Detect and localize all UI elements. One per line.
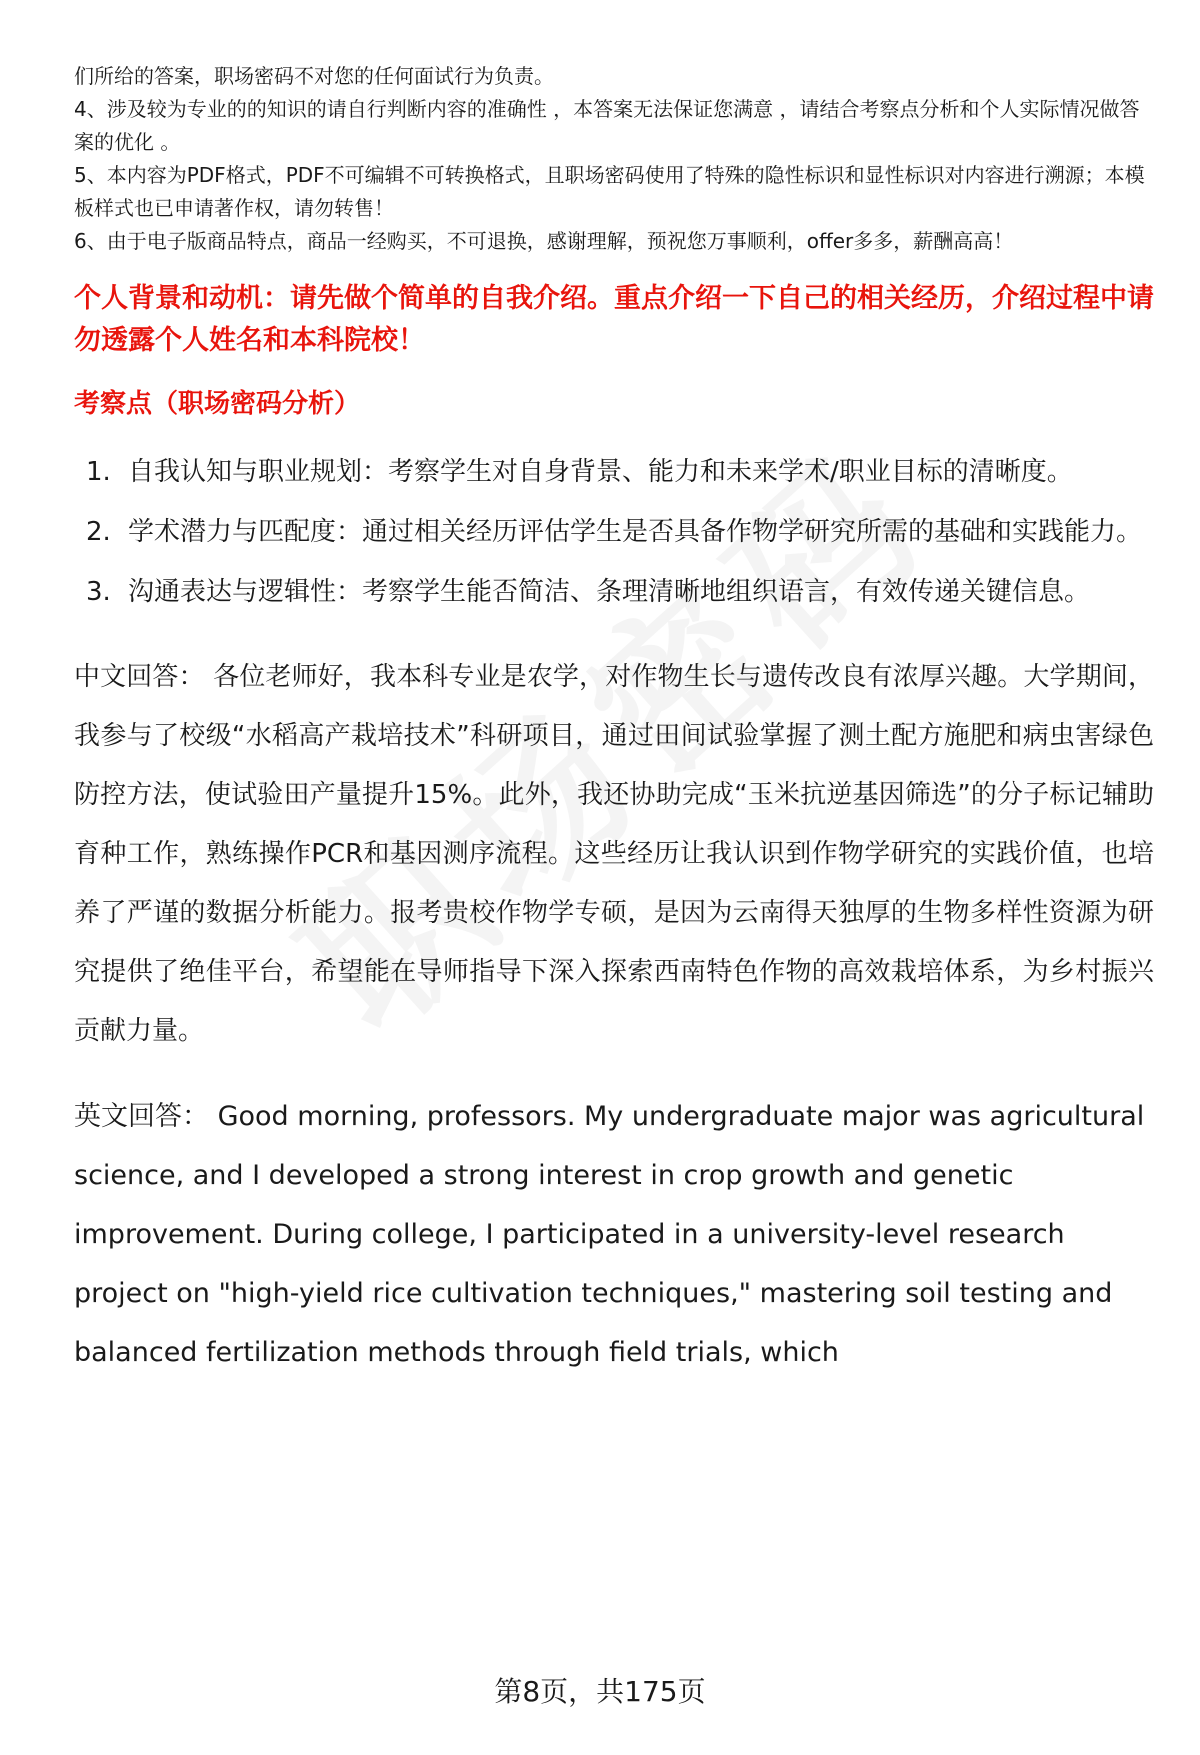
notice-line: 们所给的答案，职场密码不对您的任何面试行为负责。	[74, 64, 554, 88]
notice-line: 6、由于电子版商品特点，商品一经购买，不可退换，感谢理解，预祝您万事顺利，offer多多，薪酬高高！	[74, 229, 1014, 253]
document-page	[74, 60, 1154, 1382]
chinese-answer	[74, 648, 1154, 1061]
english-answer-text: Good morning, professors. My undergraduate major was agricultural science, and I developed a strong interest in crop growth and genetic improvement. During college, I participated in a university-level research project on "high-yield rice cultivation techniques," mastering soil testing and balanced fertilization methods through field trials, which	[74, 1101, 1145, 1368]
analysis-point	[74, 562, 1154, 622]
question-heading: 个人背景和动机：请先做个简单的自我介绍。重点介绍一下自己的相关经历，介绍过程中请勿透露个人姓名和本科院校！	[74, 283, 1154, 356]
chinese-answer-text: 各位老师好，我本科专业是农学，对作物生长与遗传改良有浓厚兴趣。大学期间，我参与了校级“水稻高产栽培技术”科研项目，通过田间试验掌握了测土配方施肥和病虫害绿色防控方法，使试验田产量提升15%。此外，我还协助完成“玉米抗逆基因筛选”的分子标记辅助育种工作，熟练操作PCR和基因测序流程。这些经历让我认识到作物学研究的实践价值，也培养了严谨的数据分析能力。报考贵校作物学专硕，是因为云南得天独厚的生物多样性资源为研究提供了绝佳平台，希望能在导师指导下深入探索西南特色作物的高效栽培体系，为乡村振兴贡献力量。	[74, 662, 1154, 1046]
notice-line: 5、本内容为PDF格式，PDF不可编辑不可转换格式，且职场密码使用了特殊的隐性标识和显性标识对内容进行溯源；本模板样式也已申请著作权，请勿转售！	[74, 163, 1145, 220]
point-number: 1.	[86, 457, 111, 487]
analysis-title: 考察点（职场密码分析）	[74, 389, 361, 419]
page-number-footer: 第8页，共175页	[494, 1675, 706, 1708]
chinese-answer-label: 中文回答：	[74, 662, 205, 692]
english-answer	[74, 1087, 1154, 1382]
analysis-point	[74, 502, 1154, 562]
analysis-points	[74, 442, 1154, 622]
analysis-point	[74, 442, 1154, 502]
point-text: 学术潜力与匹配度：通过相关经历评估学生是否具备作物学研究所需的基础和实践能力。	[128, 517, 1143, 547]
english-answer-label: 英文回答：	[74, 1101, 209, 1132]
point-text: 沟通表达与逻辑性：考察学生能否简洁、条理清晰地组织语言，有效传递关键信息。	[128, 577, 1091, 607]
point-number: 2.	[86, 517, 111, 547]
point-text: 自我认知与职业规划：考察学生对自身背景、能力和未来学术/职业目标的清晰度。	[128, 457, 1073, 487]
point-number: 3.	[86, 577, 111, 607]
notice-line: 4、涉及较为专业的的知识的请自行判断内容的准确性 ，本答案无法保证您满意 ，请结合考察点分析和个人实际情况做答案的优化 。	[74, 97, 1140, 154]
